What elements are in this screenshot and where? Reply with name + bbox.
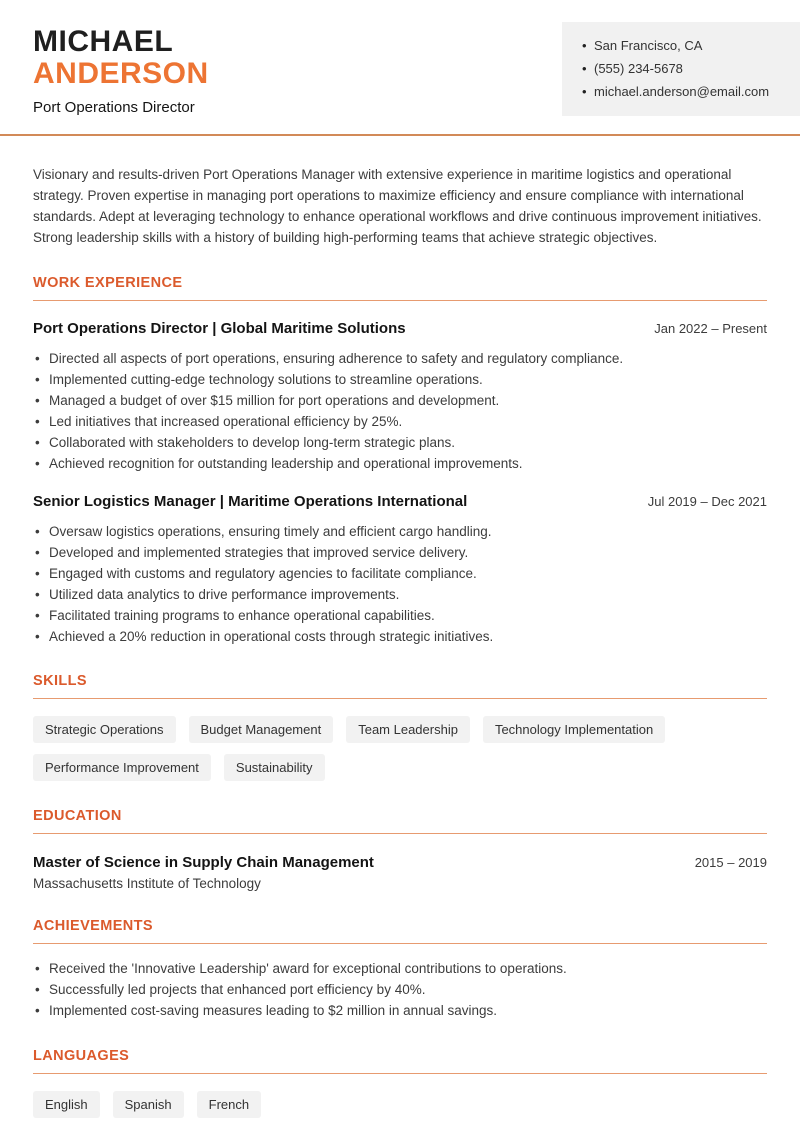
skill-tag: Budget Management bbox=[189, 716, 334, 743]
skill-tag: Sustainability bbox=[224, 754, 325, 781]
school-name: Massachusetts Institute of Technology bbox=[33, 876, 261, 891]
last-name: ANDERSON bbox=[33, 57, 209, 90]
education-entry bbox=[33, 854, 767, 891]
language-tag: English bbox=[33, 1091, 100, 1118]
job-bullet-list bbox=[33, 350, 767, 474]
skill-tag: Technology Implementation bbox=[483, 716, 665, 743]
job-bullet: • Developed and implemented strategies that improved service delivery. bbox=[33, 544, 767, 563]
degree-name: Master of Science in Supply Chain Management bbox=[33, 854, 374, 871]
language-tag: French bbox=[197, 1091, 261, 1118]
contact-item-email: • michael.anderson@email.com bbox=[582, 84, 788, 100]
job-title-line: Port Operations Director | Global Maritime Solutions bbox=[33, 320, 406, 337]
job-dates: Jan 2022 – Present bbox=[654, 321, 767, 336]
section-work-experience bbox=[33, 275, 767, 646]
section-skills bbox=[33, 673, 767, 781]
contact-item-phone: • (555) 234-5678 bbox=[582, 61, 788, 77]
resume-header bbox=[0, 0, 800, 136]
job-bullet: • Achieved recognition for outstanding leadership and operational improvements. bbox=[33, 455, 767, 474]
job-bullet: • Directed all aspects of port operations, ensuring adherence to safety and regulatory compliance. bbox=[33, 350, 767, 369]
contact-item-location: • San Francisco, CA bbox=[582, 38, 788, 54]
job-dates: Jul 2019 – Dec 2021 bbox=[647, 493, 767, 509]
work-experience-heading: WORK EXPERIENCE bbox=[33, 275, 767, 301]
education-header bbox=[33, 854, 767, 871]
achievement-bullet: • Successfully led projects that enhanced port efficiency by 40%. bbox=[33, 981, 767, 1000]
section-languages bbox=[33, 1048, 767, 1118]
section-achievements bbox=[33, 918, 767, 1021]
education-heading: EDUCATION bbox=[33, 808, 767, 834]
job-bullet: • Facilitated training programs to enhance operational capabilities. bbox=[33, 607, 767, 626]
skills-heading: SKILLS bbox=[33, 673, 767, 699]
skill-tag: Performance Improvement bbox=[33, 754, 211, 781]
education-dates: 2015 – 2019 bbox=[694, 855, 767, 870]
section-education bbox=[33, 808, 767, 891]
job-bullet: • Led initiatives that increased operational efficiency by 25%. bbox=[33, 413, 767, 432]
job-bullet-list bbox=[33, 523, 767, 647]
skill-tag: Strategic Operations bbox=[33, 716, 176, 743]
job-bullet: • Engaged with customs and regulatory agencies to facilitate compliance. bbox=[33, 565, 767, 584]
job-bullet: • Collaborated with stakeholders to develop long-term strategic plans. bbox=[33, 434, 767, 453]
achievement-bullet: • Implemented cost-saving measures leading to $2 million in annual savings. bbox=[33, 1002, 767, 1021]
job-bullet: • Achieved a 20% reduction in operational costs through strategic initiatives. bbox=[33, 628, 767, 647]
achievement-bullet: • Received the 'Innovative Leadership' award for exceptional contributions to operations. bbox=[33, 960, 767, 979]
skills-tag-list bbox=[33, 716, 767, 781]
job-header bbox=[33, 493, 767, 510]
job-title: Port Operations Director bbox=[33, 99, 195, 116]
summary-text: Visionary and results-driven Port Operations Manager with extensive experience in maritime logistics and operational strategy. Proven expertise in managing port operations to maximize efficiency and ensure compliance with international standards. Adept at leveraging technology to enhance operational workflows and drive continuous improvement initiatives. Strong leadership skills with a history of building high-performing teams that achieve strategic objectives. bbox=[33, 167, 762, 245]
first-name: MICHAEL bbox=[33, 25, 174, 58]
job-bullet: • Oversaw logistics operations, ensuring timely and efficient cargo handling. bbox=[33, 523, 767, 542]
job-bullet: • Implemented cutting-edge technology solutions to streamline operations. bbox=[33, 371, 767, 390]
job-entry bbox=[33, 493, 767, 647]
job-header bbox=[33, 320, 767, 337]
job-entry bbox=[33, 320, 767, 474]
name-block bbox=[33, 26, 209, 90]
job-title-line: Senior Logistics Manager | Maritime Operations International bbox=[33, 492, 468, 510]
achievement-list bbox=[33, 960, 767, 1021]
job-bullet: • Managed a budget of over $15 million for port operations and development. bbox=[33, 392, 767, 411]
job-bullet: • Utilized data analytics to drive performance improvements. bbox=[33, 586, 767, 605]
contact-list bbox=[582, 38, 788, 100]
languages-tag-list bbox=[33, 1091, 767, 1118]
contact-card bbox=[562, 22, 800, 116]
language-tag: Spanish bbox=[113, 1091, 184, 1118]
languages-heading: LANGUAGES bbox=[33, 1048, 767, 1074]
achievements-heading: ACHIEVEMENTS bbox=[33, 918, 767, 944]
skill-tag: Team Leadership bbox=[346, 716, 470, 743]
resume-body bbox=[0, 164, 800, 1118]
